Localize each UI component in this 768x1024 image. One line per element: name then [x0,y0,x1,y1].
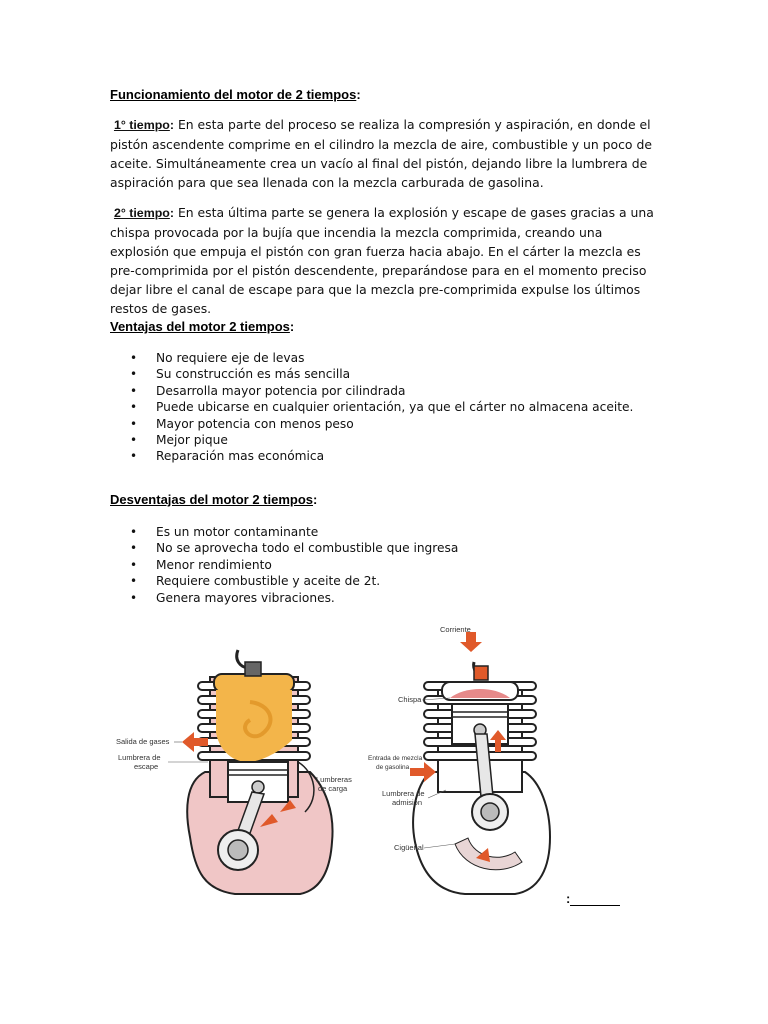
stroke2-term: 2° tiempo [113,206,170,220]
title-suffix: : [356,87,361,102]
list-item: • Reparación mas económica [110,448,670,464]
stroke2-text: En esta última parte se genera la explosión y escape de gases gracias a una chispa provocada por la bujía que incendia la mezcla comprimida, creando una explosión que empuja el pistón con gran fuerza hacia abajo. En el cárter la mezcla es pre-comprimida por el pistón descendente, preparándose para en el momento preciso dejar libre el canal de escape para que la mezcla pre-comprimida expulse los últimos restos de gases. [110,205,654,316]
label-intake: Entrada de mezcla [368,755,423,762]
label-intake-port: Lumbrera de [382,789,425,798]
stroke1-term: 1° tiempo [113,118,170,132]
list-item: • Su construcción es más sencilla [110,366,670,382]
list-item: • No requiere eje de levas [110,350,670,366]
page-title [110,86,361,104]
engine-diagram [110,622,552,900]
label-exhaust-port: Lumbrera de [118,753,161,762]
list-item: • Genera mayores vibraciones. [110,590,670,606]
list-item: • No se aprovecha todo el combustible que ingresa [110,540,670,556]
engine-diagram-figure [110,622,552,900]
label-spark: Chispa [398,695,422,704]
disadvantages-heading-text: Desventajas del motor 2 tiempos [110,492,314,507]
list-item: • Mejor pique [110,432,670,448]
label-intake-2: de gasolina [376,764,410,771]
list-item: • Requiere combustible y aceite de 2t. [110,573,670,589]
label-intake-port-2: admisión [392,798,423,807]
label-transfer: Lumbreras [316,775,352,784]
label-current: Corriente [440,625,471,634]
label-transfer-2: de carga [318,784,348,793]
stroke2-colon: : [169,206,174,220]
disadvantages-list [110,524,670,606]
list-item: • Menor rendimiento [110,557,670,573]
list-item: • Puede ubicarse en cualquier orientación, ya que el cárter no almacena aceite. [110,399,670,415]
label-crank: Cigüeñal [394,843,424,852]
advantages-heading-text: Ventajas del motor 2 tiempos [110,319,290,334]
stroke1-colon: : [169,118,174,132]
list-item: • Mayor potencia con menos peso [110,416,670,432]
signature-colon: : [566,891,571,906]
signature-underline [570,891,620,906]
right-engine [410,632,550,894]
advantages-heading-suffix: : [289,319,295,334]
signature-line [566,891,620,906]
left-engine [182,650,333,894]
label-exhaust: Salida de gases [116,737,170,746]
advantages-list [110,350,670,465]
advantages-heading [110,318,294,336]
stroke2-paragraph [110,203,662,318]
disadvantages-heading [110,491,317,509]
stroke1-paragraph [110,115,662,192]
title-text: Funcionamiento del motor de 2 tiempos [110,87,357,102]
disadvantages-heading-suffix: : [313,492,318,507]
stroke1-text: En esta parte del proceso se realiza la compresión y aspiración, en donde el pistón ascendente comprime en el cilindro la mezcla de aire, combustible y un poco de aceite. Simultáneamente crea un vacío al final del pistón, dejando libre la lumbrera de aspiración para que sea llenada con la mezcla carburada de gasolina. [110,117,652,190]
list-item: • Desarrolla mayor potencia por cilindrada [110,383,670,399]
list-item: • Es un motor contaminante [110,524,670,540]
label-exhaust-port-2: escape [134,762,159,771]
